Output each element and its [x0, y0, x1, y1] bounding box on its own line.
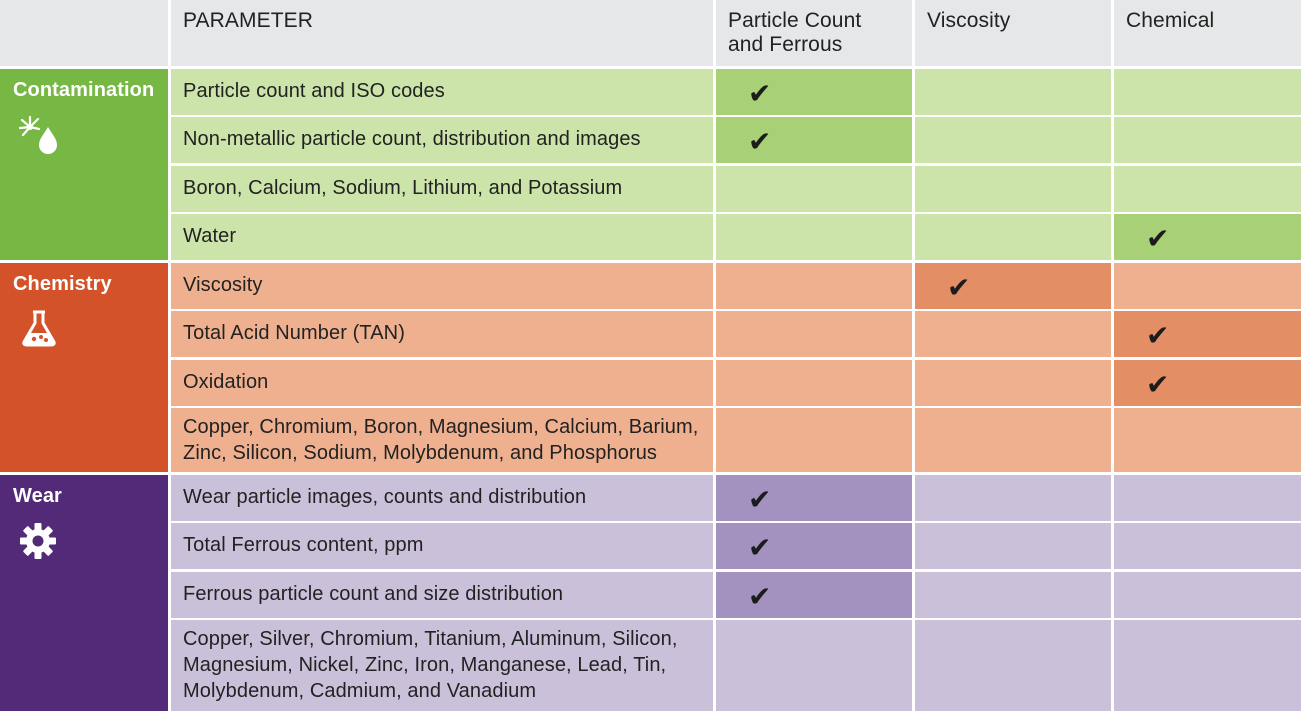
checkmark-icon: ✔ [1146, 367, 1170, 401]
parameter-cell: Non-metallic particle count, distribution and images [171, 117, 713, 163]
check-cell [915, 408, 1111, 472]
check-cell [915, 117, 1111, 163]
parameter-cell: Water [171, 214, 713, 260]
parameter-cell: Oxidation [171, 360, 713, 406]
check-cell [1114, 360, 1301, 406]
check-cell [915, 166, 1111, 212]
check-cell [716, 572, 912, 618]
check-cell [716, 311, 912, 357]
category-label: Contamination [13, 78, 155, 101]
header-col1: Particle Count and Ferrous [716, 0, 912, 66]
checkmark-icon: ✔ [748, 76, 772, 110]
check-cell [1114, 475, 1301, 521]
check-cell [716, 69, 912, 115]
category-wear [0, 475, 168, 712]
check-cell [915, 360, 1111, 406]
check-cell [716, 475, 912, 521]
check-cell [716, 263, 912, 309]
header-corner [0, 0, 168, 66]
checkmark-icon: ✔ [1146, 222, 1170, 255]
check-cell [1114, 572, 1301, 618]
checkmark-icon: ✔ [748, 531, 772, 564]
check-cell [1114, 311, 1301, 357]
parameter-cell: Viscosity [171, 263, 713, 309]
checkmark-icon: ✔ [748, 125, 772, 158]
header-col2: Viscosity [915, 0, 1111, 66]
check-cell [716, 408, 912, 472]
check-cell [716, 360, 912, 406]
parameter-cell: Copper, Chromium, Boron, Magnesium, Calcium, Barium, Zinc, Silicon, Sodium, Molybdenum, and Phosphorus [171, 408, 713, 472]
contamination-icon [18, 115, 62, 155]
gear-icon [18, 521, 62, 561]
check-cell [716, 523, 912, 569]
checkmark-icon: ✔ [748, 482, 772, 516]
check-cell [1114, 166, 1301, 212]
category-chemistry [0, 263, 168, 473]
check-cell [1114, 214, 1301, 260]
check-cell [716, 620, 912, 711]
check-cell [915, 69, 1111, 115]
parameter-cell: Wear particle images, counts and distribution [171, 475, 713, 521]
parameter-cell: Ferrous particle count and size distribution [171, 572, 713, 618]
check-cell [1114, 69, 1301, 115]
checkmark-icon: ✔ [748, 579, 772, 613]
checkmark-icon: ✔ [947, 270, 971, 304]
parameter-cell: Copper, Silver, Chromium, Titanium, Aluminum, Silicon, Magnesium, Nickel, Zinc, Iron, Manganese, Lead, Tin, Molybdenum, Cadmium, and Vanadium [171, 620, 713, 711]
flask-icon [18, 309, 62, 349]
check-cell [1114, 523, 1301, 569]
check-cell [915, 311, 1111, 357]
check-cell [915, 475, 1111, 521]
check-cell [915, 572, 1111, 618]
check-cell [1114, 408, 1301, 472]
category-contamination [0, 69, 168, 261]
check-cell [1114, 263, 1301, 309]
check-cell [1114, 620, 1301, 711]
check-cell [915, 523, 1111, 569]
header-parameter: PARAMETER [171, 0, 713, 66]
parameter-cell: Total Acid Number (TAN) [171, 311, 713, 357]
checkmark-icon: ✔ [1146, 319, 1170, 352]
parameter-cell: Total Ferrous content, ppm [171, 523, 713, 569]
check-cell [915, 214, 1111, 260]
check-cell [915, 263, 1111, 309]
category-label: Wear [13, 484, 62, 507]
check-cell [915, 620, 1111, 711]
check-cell [1114, 117, 1301, 163]
category-label: Chemistry [13, 272, 112, 295]
header-col3: Chemical [1114, 0, 1301, 66]
parameter-cell: Boron, Calcium, Sodium, Lithium, and Potassium [171, 166, 713, 212]
check-cell [716, 214, 912, 260]
check-cell [716, 166, 912, 212]
parameter-cell: Particle count and ISO codes [171, 69, 713, 115]
check-cell [716, 117, 912, 163]
